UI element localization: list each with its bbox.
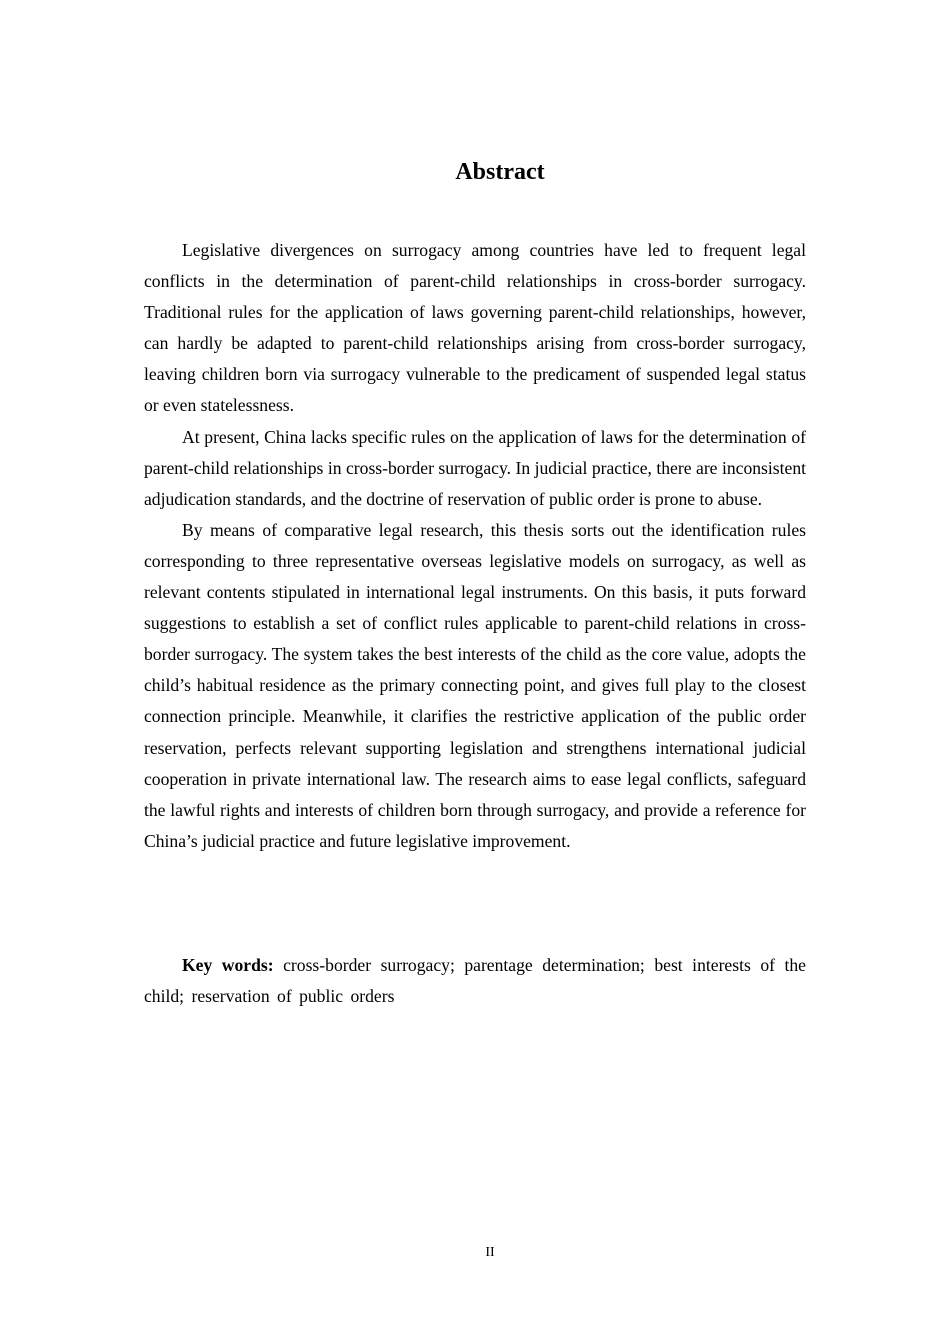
keywords-line: [144, 950, 806, 1012]
keywords-label: Key words:: [182, 955, 274, 975]
abstract-paragraph-2: At present, China lacks specific rules on the application of laws for the determination of parent-child relationships in cross-border surrogacy. In judicial practice, there are inconsistent adjudication standards, and the doctrine of reservation of public order is prone to abuse.: [144, 426, 806, 509]
abstract-paragraph-3: By means of comparative legal research, this thesis sorts out the identification rules corresponding to three representative overseas legislative models on surrogacy, as well as relevant contents stipulated in international legal instruments. On this basis, it puts forward suggestions to establish a set of conflict rules applicable to parent-child relations in cross-border surrogacy. The system takes the best interests of the child as the core value, adopts the child’s habitual residence as the primary connecting point, and gives full play to the closest connection principle. Meanwhile, it clarifies the restrictive application of the public order reservation, perfects relevant supporting legislation and strengthens international judicial cooperation in private international law. The research aims to ease legal conflicts, safeguard the lawful rights and interests of children born through surrogacy, and provide a reference for China’s judicial practice and future legislative improvement.: [144, 519, 806, 851]
abstract-paragraph-1: Legislative divergences on surrogacy among countries have led to frequent legal conflicts in the determination of parent-child relationships in cross-border surrogacy. Traditional rules for the application of laws governing parent-child relationships, however, can hardly be adapted to parent-child relationships arising from cross-border surrogacy, leaving children born via surrogacy vulnerable to the predicament of suspended legal status or even statelessness.: [144, 240, 806, 416]
keywords-text: cross-border surrogacy; parentage determination; best interests of the child; reservation of public orders: [144, 955, 806, 1007]
abstract-body: [144, 235, 806, 857]
page-number: II: [485, 1245, 495, 1260]
abstract-title: Abstract: [455, 159, 545, 185]
